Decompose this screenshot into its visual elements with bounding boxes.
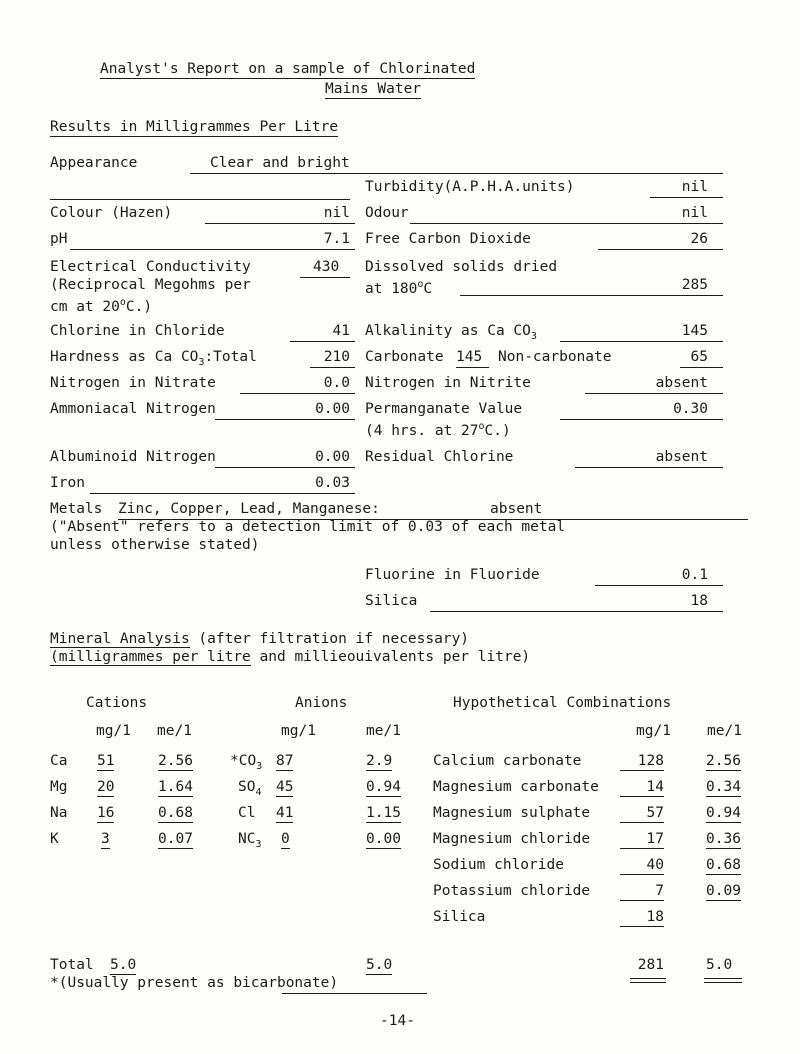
albuminoid-label: Albuminoid Nitrogen: [50, 449, 216, 465]
cations-header: Cations: [86, 695, 148, 711]
co2-value: 26: [690, 231, 708, 247]
residual-chlorine-label: Residual Chlorine: [365, 449, 514, 465]
nitrate-label: Nitrogen in Nitrate: [50, 375, 216, 391]
total-hyp-me: 5.0: [706, 957, 733, 973]
anion-ion: $*CO_3$: [230, 753, 263, 772]
anion-ion: $NC_3$: [238, 831, 262, 850]
anion-ion: $SO_4$: [238, 779, 262, 798]
total-cations-me: 5.0: [110, 957, 137, 973]
fluorine-value: 0.1: [681, 567, 708, 583]
combination-me: 2.56: [706, 753, 741, 769]
dissolved-value: 285: [681, 277, 708, 293]
results-subtitle: Results in Milligrammes Per Litre: [50, 119, 339, 135]
albuminoid-value: 0.00: [315, 449, 350, 465]
anion-me: 0.00: [366, 831, 401, 847]
combination-mg: 7: [620, 882, 664, 901]
total-hyp-me-double-line: [704, 982, 742, 983]
cation-me: 0.07: [158, 831, 193, 847]
cation-me: 1.64: [158, 779, 193, 795]
ammoniacal-label: Ammoniacal Nitrogen: [50, 401, 216, 417]
chlorine-chloride-label: Chlorine in Chloride: [50, 323, 225, 339]
anion-me: 2.9: [366, 753, 393, 769]
cation-mg: 16: [97, 805, 115, 821]
silica-underline: [430, 611, 723, 612]
anion-mg: 87: [276, 753, 294, 769]
turbidity-underline: [650, 197, 723, 198]
combination-me: 0.68: [706, 857, 741, 873]
appearance-value: Clear and bright: [210, 155, 350, 171]
combination-name: Magnesium sulphate: [433, 805, 591, 821]
conductivity-underline: [300, 277, 350, 278]
nitrite-label: Nitrogen in Nitrite: [365, 375, 531, 391]
iron-label: Iron: [50, 475, 85, 491]
residual-chlorine-value: absent: [655, 449, 708, 465]
permanganate-underline: [560, 419, 723, 420]
metals-note-cont: unless otherwise stated): [50, 537, 260, 553]
mineral-analysis-heading: Mineral Analysis (after filtration if necessary): [50, 631, 470, 647]
combination-mg: 14: [620, 778, 664, 797]
ph-value: 7.1: [323, 231, 350, 247]
fluorine-label: Fluorine in Fluoride: [365, 567, 540, 583]
total-anions-me: 5.0: [366, 957, 393, 973]
appearance-underline: [190, 173, 723, 174]
odour-label: Odour: [365, 205, 409, 221]
page-number: -14-: [380, 1013, 415, 1029]
total-label: Total: [50, 957, 94, 973]
combination-name: Calcium carbonate: [433, 753, 582, 769]
footnote: *(Usually present as bicarbonate): [50, 975, 339, 991]
anion-mg: 41: [276, 805, 294, 821]
combination-mg: 57: [620, 804, 664, 823]
combination-name: Silica: [433, 909, 486, 925]
hardness-value: 210: [323, 349, 350, 365]
cation-me: 0.68: [158, 805, 193, 821]
dissolved-label: Dissolved solids dried: [365, 259, 558, 275]
hyp-mg-header: mg/1: [636, 723, 671, 739]
ph-underline: [70, 249, 355, 250]
ph-label: pH: [50, 231, 68, 247]
colour-value: nil: [323, 205, 350, 221]
total-hyp-mg-double-line: [630, 982, 666, 983]
hypothetical-header: Hypothetical Combinations: [453, 695, 672, 711]
cation-mg: 20: [97, 779, 115, 795]
metals-list: Zinc, Copper, Lead, Manganese:: [118, 501, 380, 517]
metals-value: absent: [490, 501, 543, 517]
combination-me: 0.94: [706, 805, 741, 821]
cation-ion: K: [50, 831, 59, 847]
total-hyp-me-double-line: [704, 978, 742, 979]
carbonate-value: 145: [456, 349, 483, 365]
anion-ion: Cl: [238, 805, 256, 821]
combination-name: Magnesium carbonate: [433, 779, 599, 795]
permanganate-conditions: (4 hrs. at 27$^o$C.): [365, 421, 511, 439]
residual-underline: [575, 467, 723, 468]
anions-header: Anions: [295, 695, 348, 711]
conductivity-temp: cm at 20$^o$C.): [50, 297, 153, 315]
hardness-underline: [310, 367, 355, 368]
chlorine-chloride-value: 41: [332, 323, 350, 339]
conductivity-unit: (Reciprocal Megohms per: [50, 277, 251, 293]
cation-mg: 3: [101, 831, 110, 847]
nitrite-value: absent: [655, 375, 708, 391]
chlorine-underline: [290, 341, 355, 342]
turbidity-value: nil: [681, 179, 708, 195]
anions-me-header: me/1: [366, 723, 401, 739]
cations-mg-header: mg/1: [96, 723, 131, 739]
alkalinity-underline: [560, 341, 723, 342]
albuminoid-underline: [215, 467, 355, 468]
combination-name: Sodium chloride: [433, 857, 564, 873]
cation-mg: 51: [97, 753, 115, 769]
nitrate-value: 0.0: [323, 375, 350, 391]
conductivity-value: 430: [313, 259, 340, 275]
combination-name: Magnesium chloride: [433, 831, 591, 847]
metals-note: ("Absent" refers to a detection limit of 0.03 of each metal: [50, 519, 566, 535]
anion-me: 0.94: [366, 779, 401, 795]
combination-mg: 40: [620, 856, 664, 875]
non-carbonate-label: Non-carbonate: [498, 349, 612, 365]
footnote-underline: [282, 993, 427, 994]
ammoniacal-value: 0.00: [315, 401, 350, 417]
dissolved-underline: [460, 295, 723, 296]
colour-underline: [205, 223, 355, 224]
metals-label: Metals: [50, 501, 103, 517]
iron-underline: [90, 493, 355, 494]
fluorine-underline: [595, 585, 723, 586]
total-hyp-mg-double-line: [630, 978, 666, 979]
total-hyp-mg: 281: [637, 957, 664, 973]
co2-underline: [598, 249, 723, 250]
carbonate-label: Carbonate: [365, 349, 444, 365]
cation-me: 2.56: [158, 753, 193, 769]
report-title: Analyst's Report on a sample of Chlorinated: [100, 61, 476, 77]
combination-me: 0.09: [706, 883, 741, 899]
anion-me: 1.15: [366, 805, 401, 821]
alkalinity-value: 145: [681, 323, 708, 339]
anions-mg-header: mg/1: [281, 723, 316, 739]
hyp-me-header: me/1: [707, 723, 742, 739]
ammoniacal-underline: [215, 419, 355, 420]
cation-ion: Na: [50, 805, 68, 821]
non-carbonate-value: 65: [690, 349, 708, 365]
combination-mg: 18: [620, 908, 664, 927]
iron-value: 0.03: [315, 475, 350, 491]
cations-me-header: me/1: [157, 723, 192, 739]
combination-mg: 128: [620, 752, 664, 771]
combination-mg: 17: [620, 830, 664, 849]
anion-mg: 45: [276, 779, 294, 795]
combination-name: Potassium chloride: [433, 883, 591, 899]
nitrite-underline: [585, 393, 723, 394]
mineral-analysis-units: (milligrammes per litre and millieouivalents per litre): [50, 649, 531, 665]
permanganate-value: 0.30: [673, 401, 708, 417]
permanganate-label: Permanganate Value: [365, 401, 523, 417]
co2-label: Free Carbon Dioxide: [365, 231, 531, 247]
cation-ion: Mg: [50, 779, 68, 795]
cation-ion: Ca: [50, 753, 68, 769]
anion-mg: 0: [281, 831, 290, 847]
conductivity-label: Electrical Conductivity: [50, 259, 251, 275]
report-title-line2: Mains Water: [325, 81, 422, 97]
odour-value: nil: [681, 205, 708, 221]
silica-label: Silica: [365, 593, 418, 609]
nitrate-underline: [240, 393, 355, 394]
combination-me: 0.34: [706, 779, 741, 795]
dissolved-temp: at 180$^o$C: [365, 279, 433, 297]
odour-underline: [410, 223, 723, 224]
colour-label: Colour (Hazen): [50, 205, 173, 221]
alkalinity-label: Alkalinity as Ca $CO_3$: [365, 323, 537, 342]
combination-me: 0.36: [706, 831, 741, 847]
non-carbonate-underline: [680, 367, 723, 368]
hardness-label: Hardness as Ca $CO_3:Total$: [50, 349, 257, 368]
carbonate-underline: [456, 367, 489, 368]
appearance-rule: [50, 199, 350, 200]
turbidity-label: Turbidity(A.P.H.A.units): [365, 179, 575, 195]
silica-value: 18: [690, 593, 708, 609]
appearance-label: Appearance: [50, 155, 138, 171]
